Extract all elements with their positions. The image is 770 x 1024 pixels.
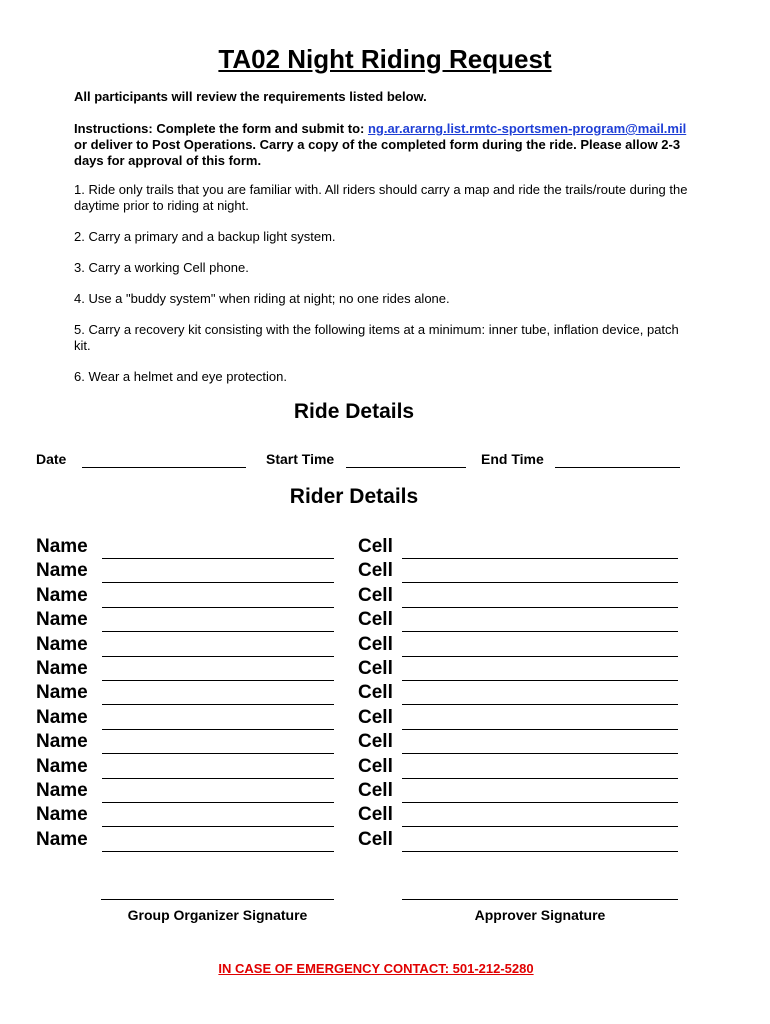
rider-name-field[interactable] xyxy=(102,753,334,754)
rider-cell-label: Cell xyxy=(358,634,393,655)
instructions-prefix: Instructions: Complete the form and submit to: xyxy=(74,121,368,136)
rider-name-field[interactable] xyxy=(102,778,334,779)
instructions-suffix: or deliver to Post Operations. Carry a copy of the completed form during the ride. Please allow 2-3 days for approval of this form. xyxy=(74,137,681,168)
rider-name-label: Name xyxy=(36,780,88,801)
requirement-item: 1. Ride only trails that you are familiar with. All riders should carry a map and ride the trails/route during the daytime prior to riding at night. xyxy=(74,182,688,213)
emergency-contact: IN CASE OF EMERGENCY CONTACT: 501-212-5280 xyxy=(218,961,534,976)
page-title: TA02 Night Riding Request xyxy=(218,44,552,74)
rider-name-label: Name xyxy=(36,707,88,728)
rider-cell-field[interactable] xyxy=(402,704,678,705)
rider-name-label: Name xyxy=(36,804,88,825)
rider-cell-label: Cell xyxy=(358,682,393,703)
date-field[interactable] xyxy=(82,467,246,468)
rider-name-label: Name xyxy=(36,634,88,655)
group-organizer-signature-field[interactable] xyxy=(101,899,334,900)
rider-cell-field[interactable] xyxy=(402,656,678,657)
rider-cell-label: Cell xyxy=(358,536,393,557)
rider-name-field[interactable] xyxy=(102,582,334,583)
rider-name-label: Name xyxy=(36,536,88,557)
rider-name-label: Name xyxy=(36,731,88,752)
rider-cell-label: Cell xyxy=(358,585,393,606)
rider-cell-field[interactable] xyxy=(402,851,678,852)
rider-name-field[interactable] xyxy=(102,558,334,559)
rider-cell-field[interactable] xyxy=(402,802,678,803)
rider-name-label: Name xyxy=(36,658,88,679)
rider-cell-label: Cell xyxy=(358,804,393,825)
start-time-label: Start Time xyxy=(266,451,335,467)
rider-name-field[interactable] xyxy=(102,851,334,852)
date-label: Date xyxy=(36,451,67,467)
requirement-item: 3. Carry a working Cell phone. xyxy=(74,260,249,275)
end-time-label: End Time xyxy=(481,451,544,467)
rider-name-label: Name xyxy=(36,560,88,581)
rider-cell-label: Cell xyxy=(358,560,393,581)
requirement-item: 5. Carry a recovery kit consisting with the following items at a minimum: inner tube, inflation device, patch kit. xyxy=(74,322,679,353)
rider-cell-label: Cell xyxy=(358,609,393,630)
rider-name-field[interactable] xyxy=(102,607,334,608)
rider-name-label: Name xyxy=(36,829,88,850)
start-time-field[interactable] xyxy=(346,467,466,468)
approver-signature-label: Approver Signature xyxy=(474,907,606,923)
requirement-item: 6. Wear a helmet and eye protection. xyxy=(74,369,287,384)
rider-cell-label: Cell xyxy=(358,829,393,850)
rider-cell-field[interactable] xyxy=(402,607,678,608)
rider-cell-field[interactable] xyxy=(402,680,678,681)
rider-name-field[interactable] xyxy=(102,826,334,827)
rider-name-field[interactable] xyxy=(102,631,334,632)
rider-cell-field[interactable] xyxy=(402,753,678,754)
rider-cell-field[interactable] xyxy=(402,558,678,559)
rider-cell-label: Cell xyxy=(358,756,393,777)
requirement-item: 2. Carry a primary and a backup light system. xyxy=(74,229,336,244)
approver-signature-field[interactable] xyxy=(402,899,678,900)
requirement-item: 4. Use a "buddy system" when riding at night; no one rides alone. xyxy=(74,291,450,306)
rider-cell-label: Cell xyxy=(358,731,393,752)
rider-name-field[interactable] xyxy=(102,704,334,705)
rider-cell-field[interactable] xyxy=(402,582,678,583)
rider-cell-field[interactable] xyxy=(402,826,678,827)
rider-cell-field[interactable] xyxy=(402,631,678,632)
rider-name-field[interactable] xyxy=(102,680,334,681)
rider-name-field[interactable] xyxy=(102,729,334,730)
rider-name-field[interactable] xyxy=(102,656,334,657)
rider-cell-label: Cell xyxy=(358,658,393,679)
ride-details-heading: Ride Details xyxy=(293,400,415,423)
rider-details-heading: Rider Details xyxy=(289,485,419,508)
rider-cell-field[interactable] xyxy=(402,729,678,730)
intro-text: All participants will review the requirements listed below. xyxy=(74,89,427,104)
submission-email-link[interactable]: ng.ar.ararng.list.rmtc-sportsmen-program@mail.mil xyxy=(367,121,687,136)
end-time-field[interactable] xyxy=(555,467,680,468)
rider-name-label: Name xyxy=(36,756,88,777)
rider-name-label: Name xyxy=(36,682,88,703)
rider-cell-label: Cell xyxy=(358,707,393,728)
rider-name-field[interactable] xyxy=(102,802,334,803)
group-organizer-signature-label: Group Organizer Signature xyxy=(127,907,308,923)
rider-name-label: Name xyxy=(36,585,88,606)
rider-name-label: Name xyxy=(36,609,88,630)
requirements-list xyxy=(74,182,694,400)
rider-cell-label: Cell xyxy=(358,780,393,801)
instructions-text xyxy=(74,121,694,169)
rider-cell-field[interactable] xyxy=(402,778,678,779)
